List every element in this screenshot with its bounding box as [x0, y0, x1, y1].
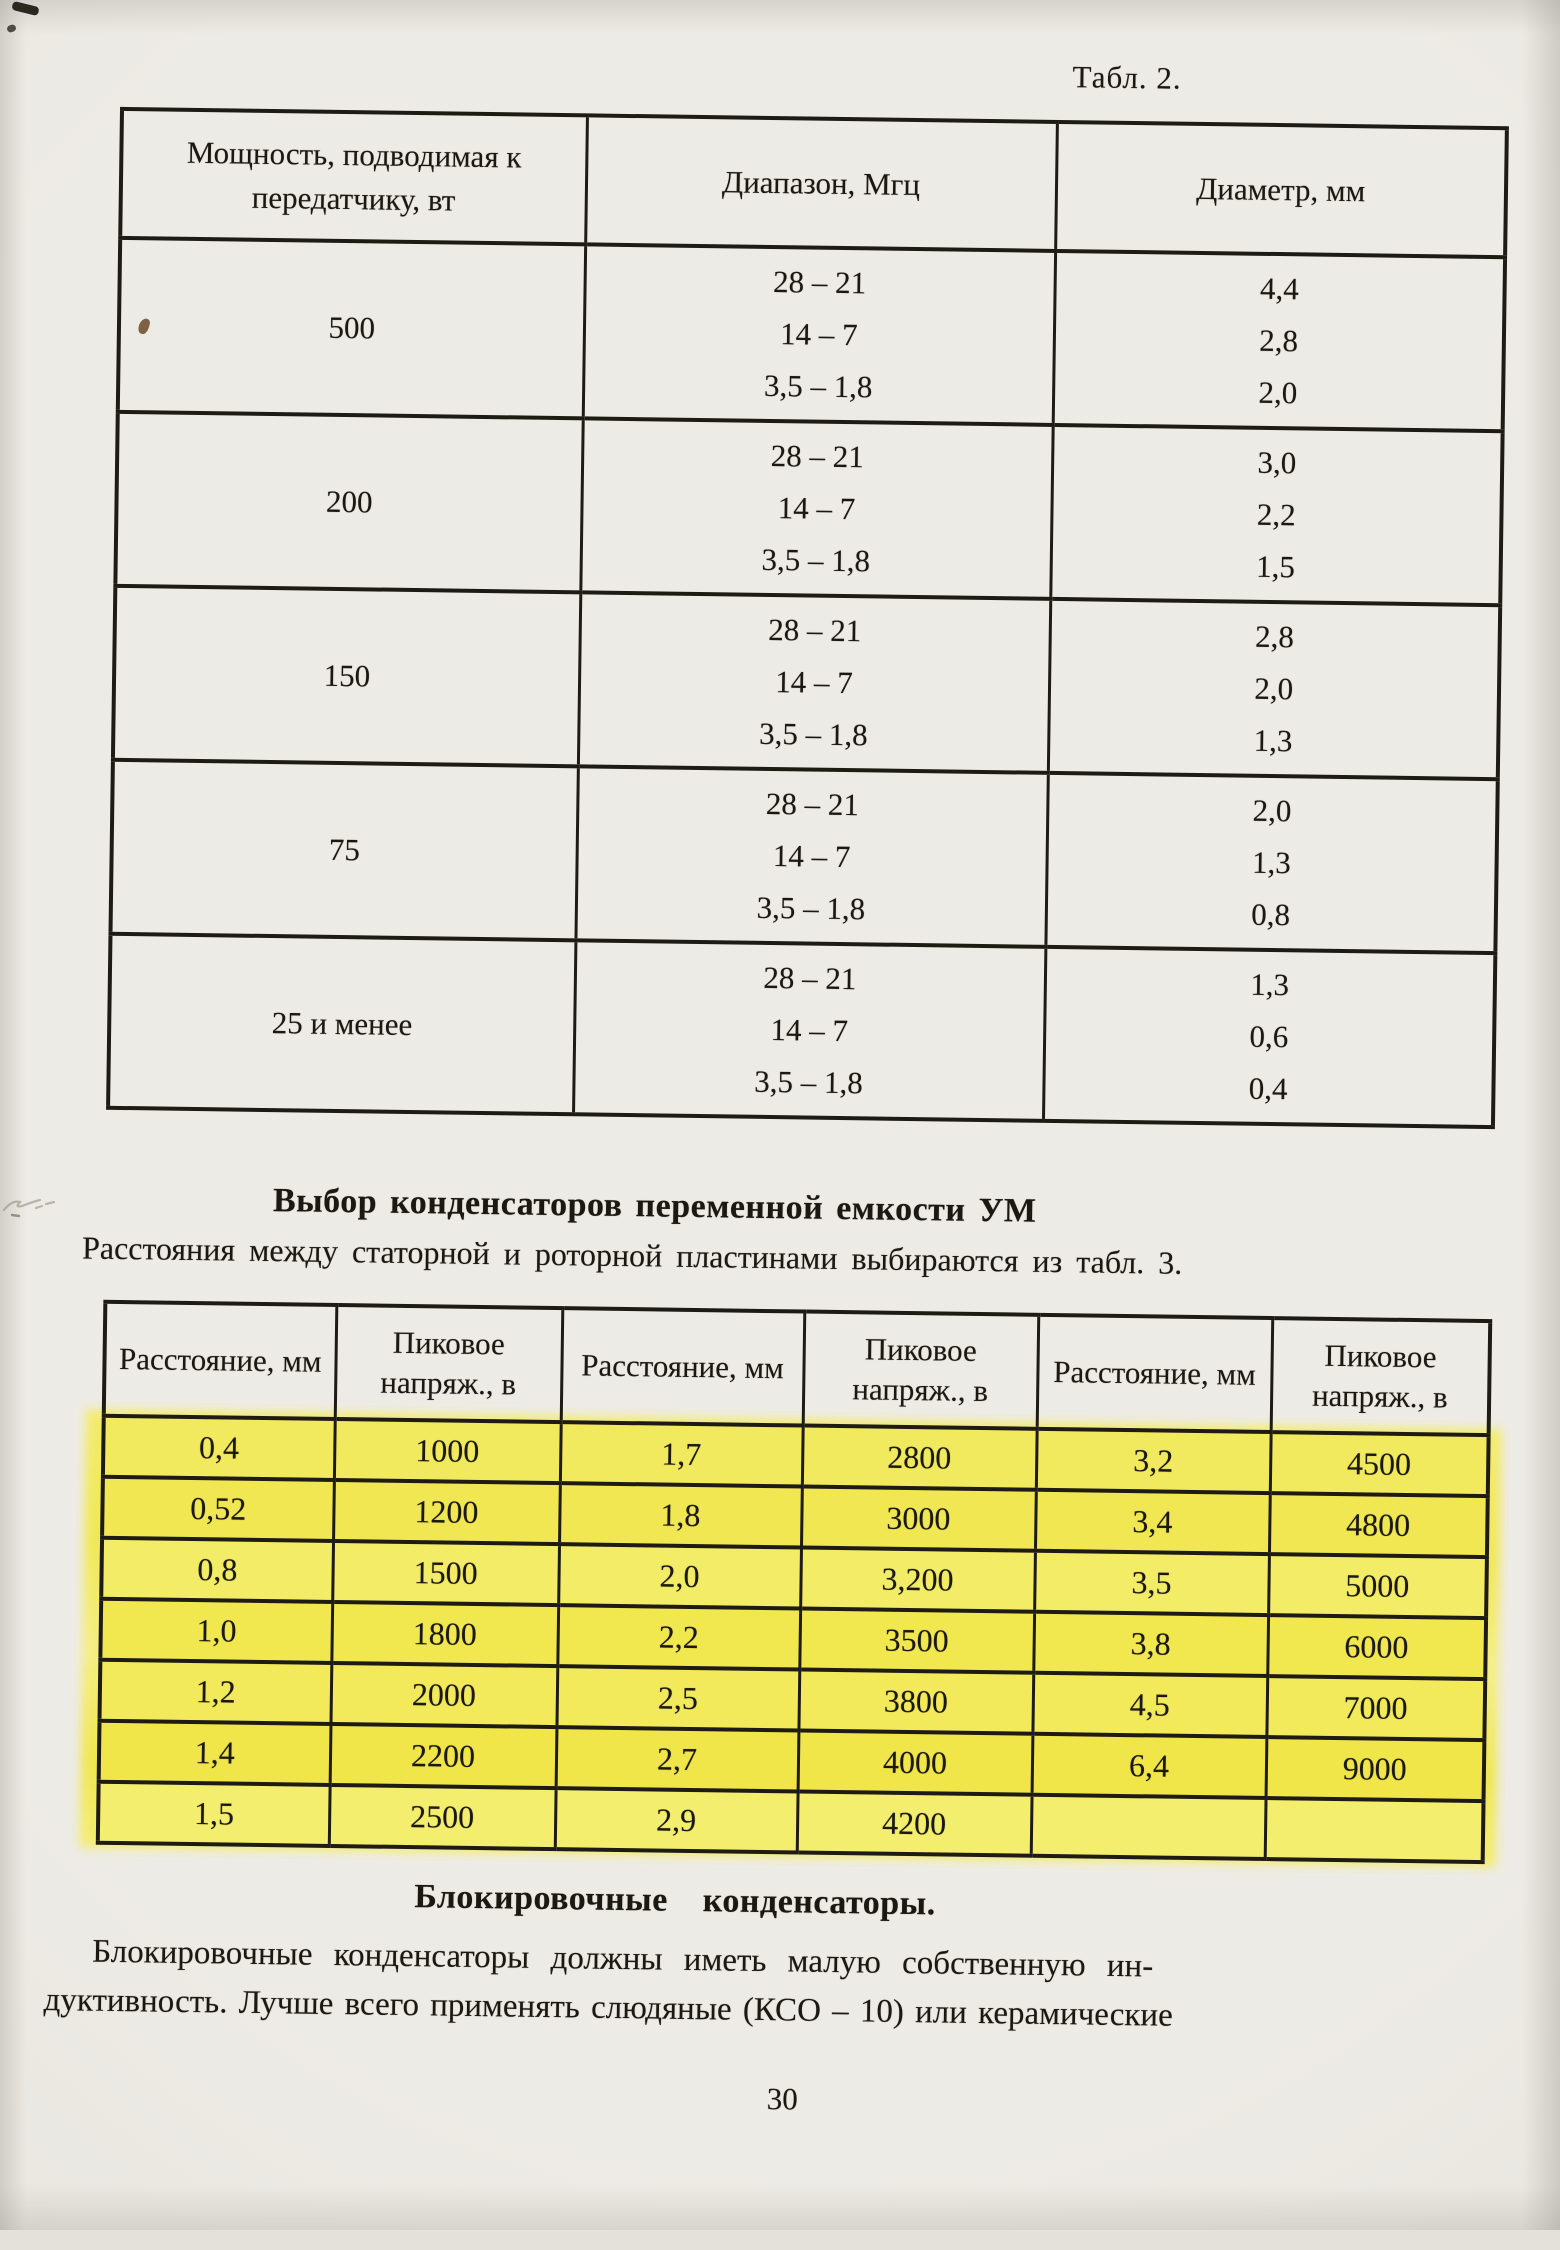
cell: 7000	[1266, 1676, 1485, 1740]
cell: 3,5	[1034, 1551, 1269, 1615]
cell: 1,5	[98, 1782, 330, 1846]
power-cell: 150	[113, 586, 580, 766]
section-heading-blocking-capacitors: Блокировочные конденсаторы.	[414, 1878, 937, 1923]
cell: 6,4	[1032, 1734, 1267, 1798]
cell	[1031, 1795, 1266, 1859]
bands-cell: 28 – 21 14 – 7 3,5 – 1,8	[575, 766, 1047, 947]
cell: 3000	[801, 1487, 1036, 1551]
cell: 1800	[331, 1602, 558, 1666]
cell: 4200	[797, 1791, 1032, 1855]
table-row	[110, 760, 1497, 953]
bands-cell: 28 – 21 14 – 7 3,5 – 1,8	[573, 940, 1045, 1121]
cell: 3,8	[1033, 1612, 1268, 1676]
cell: 5000	[1268, 1554, 1487, 1618]
table-caption: Табл. 2.	[1072, 59, 1182, 96]
cell: 1,2	[100, 1660, 332, 1724]
table2-header-voltage: Пиковое напряж., в	[335, 1305, 563, 1422]
cell: 3,200	[800, 1548, 1035, 1612]
power-cell: 25 и менее	[108, 934, 575, 1114]
paragraph-line: дуктивность. Лучше всего применять слюдяные (КСО – 10) или керамические	[43, 1981, 1174, 2034]
cell: 2,0	[558, 1544, 801, 1608]
paragraph-line: Блокировочные конденсаторы должны иметь малую собственную ин-	[92, 1933, 1154, 1985]
table-row	[113, 586, 1500, 779]
cell	[1265, 1798, 1484, 1862]
power-cell: 500	[118, 238, 585, 418]
table2-header-distance: Расстояние, мм	[1037, 1315, 1273, 1432]
table2-header-distance: Расстояние, мм	[561, 1308, 805, 1425]
cell: 3,4	[1035, 1490, 1270, 1554]
table-row	[115, 412, 1502, 605]
cell: 2,5	[556, 1666, 799, 1730]
cell: 2500	[329, 1785, 556, 1849]
cell: 1500	[332, 1541, 559, 1605]
cell: 0,52	[102, 1477, 334, 1541]
bands-cell: 28 – 21 14 – 7 3,5 – 1,8	[583, 244, 1055, 425]
diameters-cell: 1,3 0,6 0,4	[1043, 947, 1495, 1127]
cell: 4800	[1269, 1493, 1488, 1557]
cell: 2,7	[556, 1727, 799, 1791]
table2-header-distance: Расстояние, мм	[104, 1302, 337, 1419]
cell: 0,8	[101, 1538, 333, 1602]
capacitor-gap-table-wrap	[96, 1300, 1488, 1864]
cell: 1200	[333, 1480, 560, 1544]
diameters-cell: 3,0 2,2 1,5	[1050, 425, 1502, 605]
diameters-cell: 2,0 1,3 0,8	[1045, 773, 1497, 953]
cell: 3,2	[1036, 1429, 1271, 1493]
cell: 6000	[1267, 1615, 1486, 1679]
section-subtext: Расстояния между статорной и роторной пластинами выбираются из табл. 3.	[81, 1229, 1183, 1281]
bands-cell: 28 – 21 14 – 7 3,5 – 1,8	[580, 418, 1052, 599]
cell: 3500	[799, 1609, 1034, 1673]
cell: 4,5	[1032, 1673, 1267, 1737]
table2-header-row	[104, 1302, 1490, 1435]
cell: 1,4	[99, 1721, 331, 1785]
table1-header-row	[120, 109, 1507, 257]
wire-diameter-table	[106, 107, 1509, 1129]
cell: 2,2	[557, 1605, 800, 1669]
table1-header-diameter: Диаметр, мм	[1055, 122, 1507, 257]
power-cell: 75	[110, 760, 577, 940]
table1-header-power: Мощность, подводимая к передатчику, вт	[120, 109, 587, 244]
table2-header-voltage: Пиковое напряж., в	[1271, 1318, 1491, 1435]
cell: 1,7	[560, 1422, 803, 1486]
cell: 1,8	[559, 1483, 802, 1547]
section-heading-capacitor-choice: Выбор конденсаторов переменной емкости УМ	[272, 1182, 1037, 1230]
power-cell: 200	[115, 412, 582, 592]
cell: 1,0	[100, 1599, 332, 1663]
cell: 9000	[1266, 1737, 1485, 1801]
cell: 2000	[330, 1663, 557, 1727]
body-paragraph	[43, 1927, 1496, 2045]
capacitor-gap-table	[96, 1300, 1492, 1864]
cell: 4500	[1270, 1432, 1489, 1496]
cell: 2200	[330, 1724, 557, 1788]
table-row	[118, 238, 1505, 431]
table1-header-band: Диапазон, Мгц	[585, 115, 1057, 251]
diameters-cell: 2,8 2,0 1,3	[1048, 599, 1500, 779]
cell: 0,4	[103, 1416, 335, 1480]
cell: 1000	[334, 1419, 561, 1483]
table-row	[108, 934, 1495, 1127]
cell: 2,9	[555, 1788, 798, 1852]
cell: 2800	[802, 1426, 1037, 1490]
table2-header-voltage: Пиковое напряж., в	[803, 1312, 1039, 1429]
bands-cell: 28 – 21 14 – 7 3,5 – 1,8	[578, 592, 1050, 773]
diameters-cell: 4,4 2,8 2,0	[1053, 251, 1505, 431]
cell: 3800	[798, 1669, 1033, 1733]
page-number: 30	[766, 2081, 799, 2117]
cell: 4000	[798, 1730, 1033, 1794]
